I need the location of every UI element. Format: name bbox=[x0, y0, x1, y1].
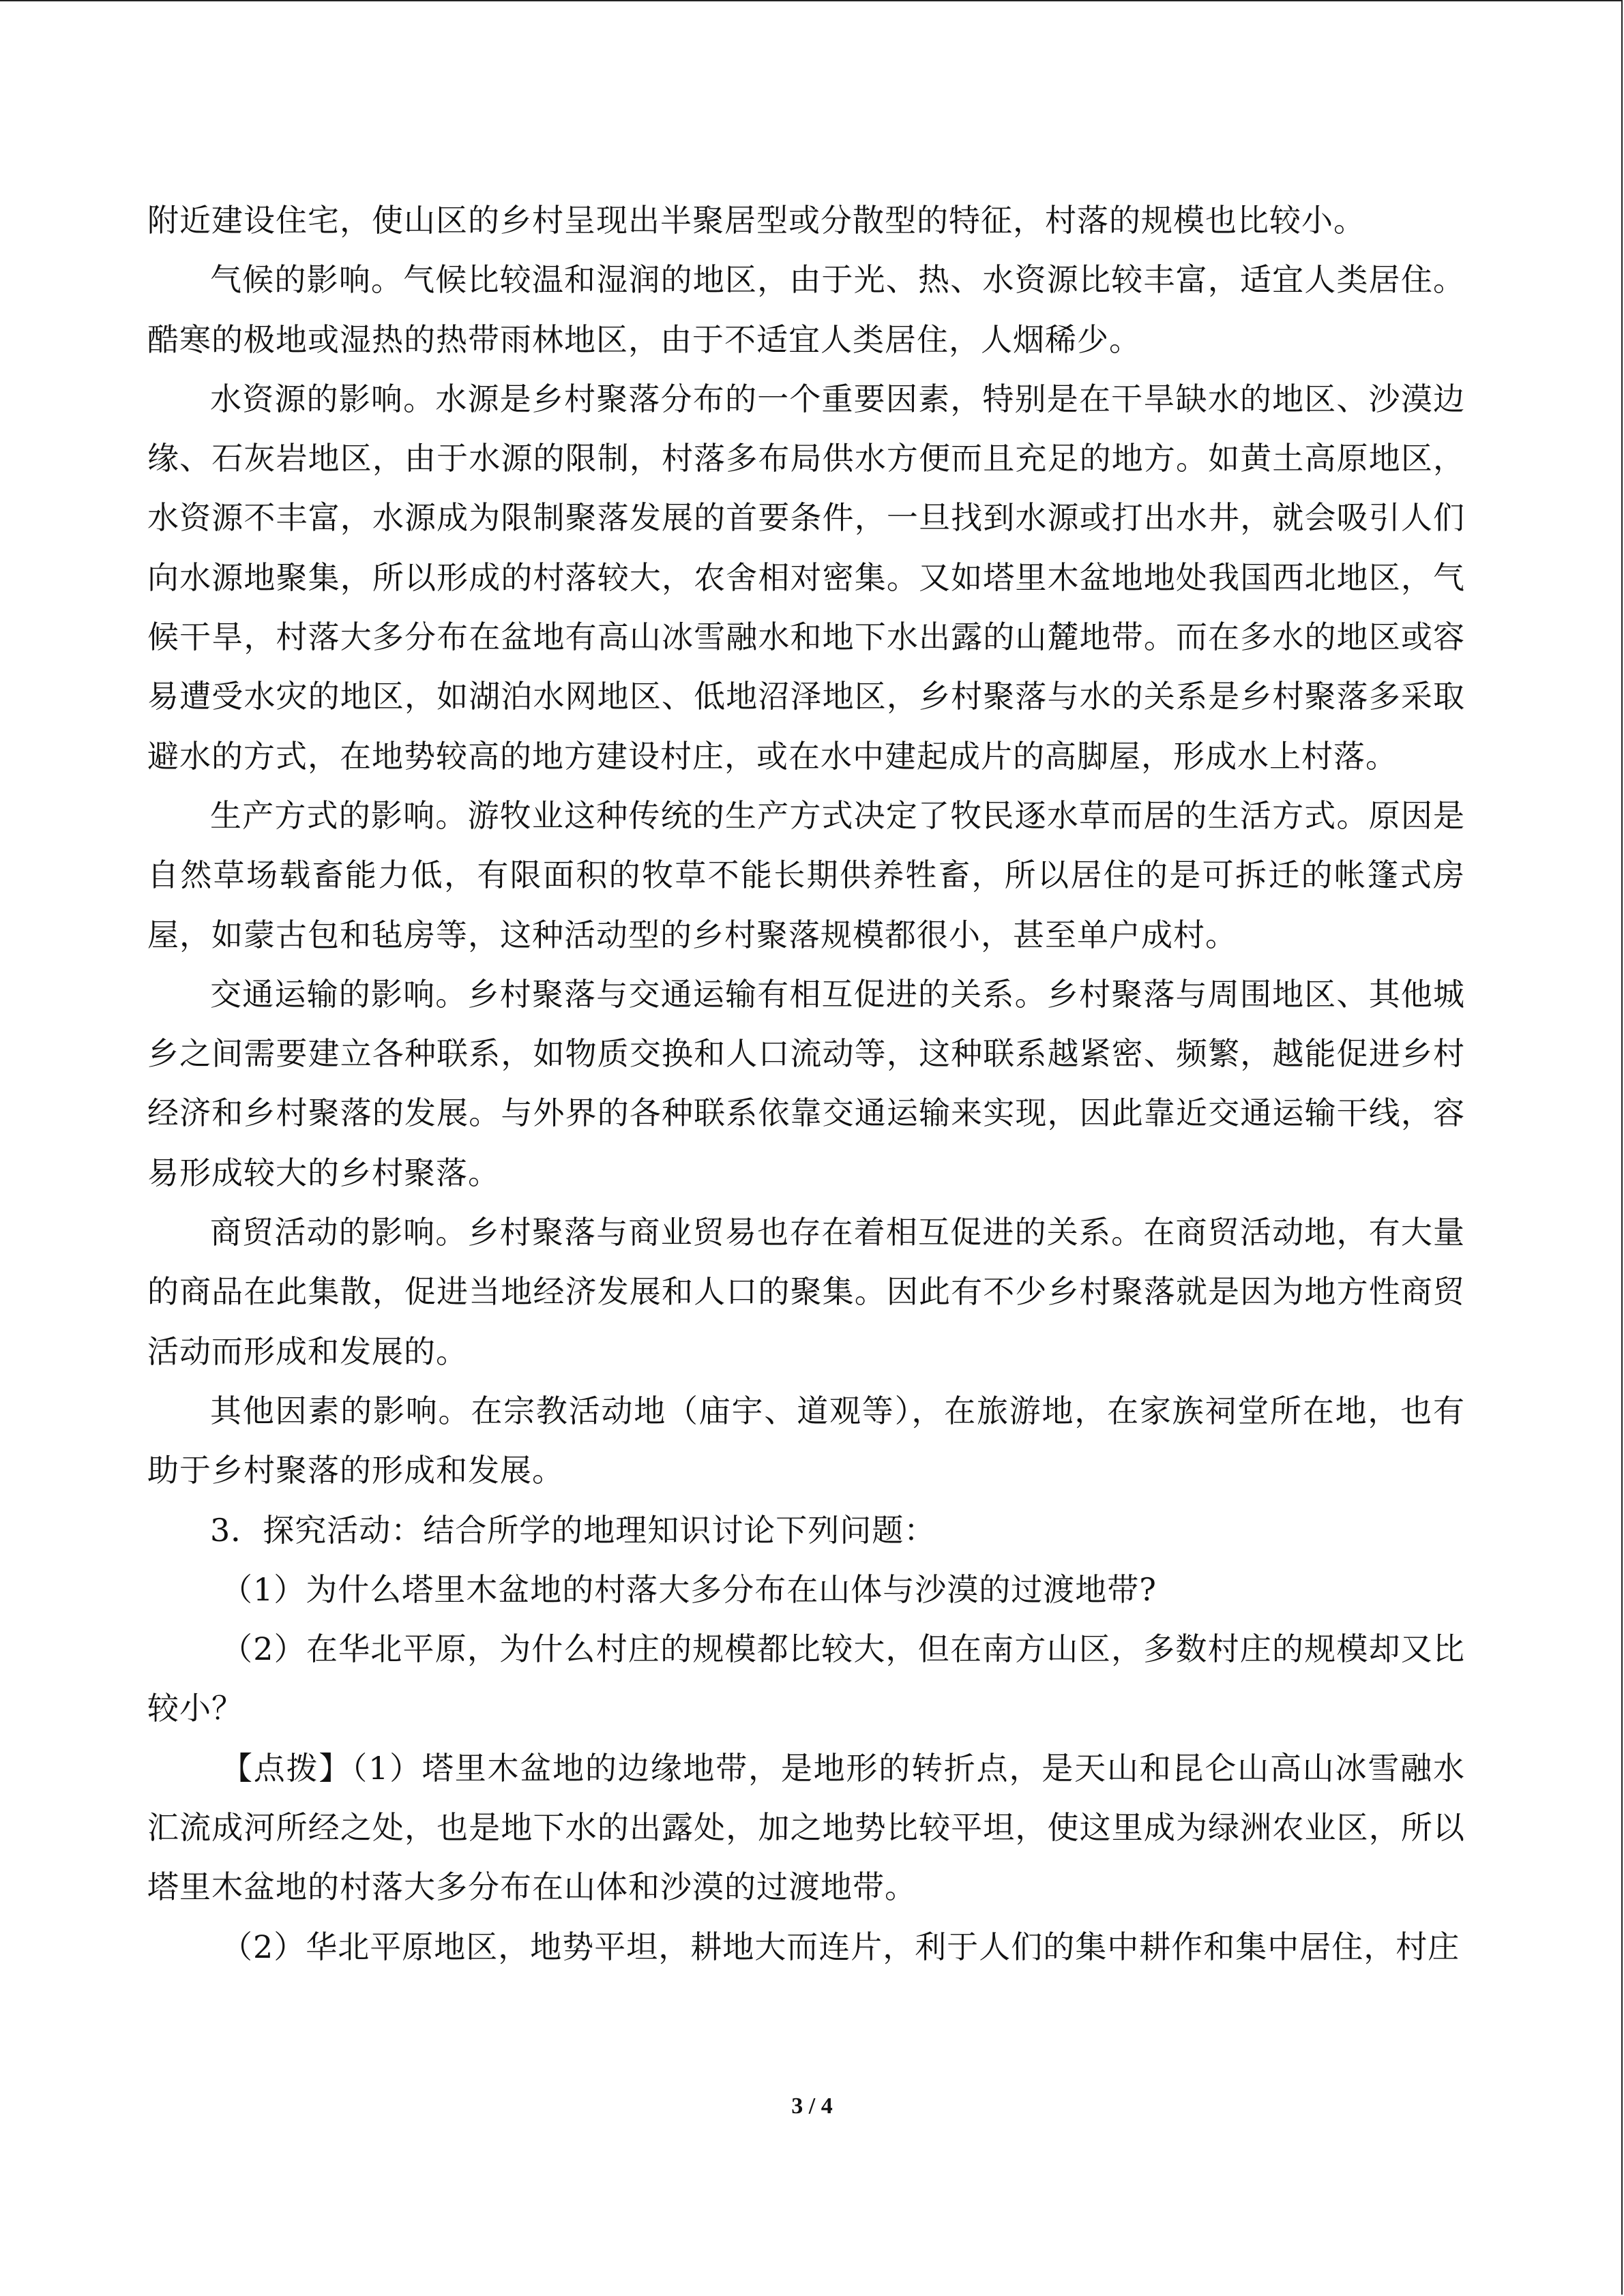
paragraph-commerce: 商贸活动的影响。乡村聚落与商业贸易也存在着相互促进的关系。在商贸活动地，有大量的商品在此集散，促进当地经济发展和人口的聚集。因此有不少乡村聚落就是因为地方性商贸活动而形成和发展的。 bbox=[147, 1214, 1465, 1370]
page-number: 3 / 4 bbox=[791, 2093, 833, 2119]
inquiry-activity-heading: 3．探究活动：结合所学的地理知识讨论下列问题： bbox=[210, 1511, 936, 1549]
hint-answer-1: 【点拨】（1）塔里木盆地的边缘地带，是地形的转折点，是天山和昆仑山高山冰雪融水汇流成河所经之处，也是地下水的出露处，加之地势比较平坦，使这里成为绿洲农业区，所以塔里木盆地的村落大多分布在山体和沙漠的过渡地带。 bbox=[147, 1749, 1465, 1906]
question-1: （1）为什么塔里木盆地的村落大多分布在山体与沙漠的过渡地带? bbox=[221, 1570, 1157, 1608]
paragraph-water-resources: 水资源的影响。水源是乡村聚落分布的一个重要因素，特别是在干旱缺水的地区、沙漠边缘、石灰岩地区，由于水源的限制，村落多布局供水方便而且充足的地方。如黄土高原地区，水资源不丰富，水源成为限制聚落发展的首要条件，一旦找到水源或打出水井，就会吸引人们向水源地聚集，所以形成的村落较大，农舍相对密集。又如塔里木盆地地处我国西北地区，气候干旱，村落大多分布在盆地有高山冰雪融水和地下水出露的山麓地带。而在多水的地区或容易遭受水灾的地区，如湖泊水网地区、低地沼泽地区，乡村聚落与水的关系是乡村聚落多采取避水的方式，在地势较高的地方建设村庄，或在水中建起成片的高脚屋，形成水上村落。 bbox=[147, 380, 1465, 775]
paragraph-climate: 气候的影响。气候比较温和湿润的地区，由于光、热、水资源比较丰富，适宜人类居住。酷寒的极地或湿热的热带雨林地区，由于不适宜人类居住，人烟稀少。 bbox=[147, 261, 1465, 358]
paragraph-settlement-continuation: 附近建设住宅，使山区的乡村呈现出半聚居型或分散型的特征，村落的规模也比较小。 bbox=[147, 202, 1365, 239]
hint-answer-2: （2）华北平原地区，地势平坦，耕地大而连片，利于人们的集中耕作和集中居住，村庄 bbox=[221, 1928, 1460, 1965]
paragraph-production-mode: 生产方式的影响。游牧业这种传统的生产方式决定了牧民逐水草而居的生活方式。原因是自然草场载畜能力低，有限面积的牧草不能长期供养牲畜，所以居住的是可拆迁的帐篷式房屋，如蒙古包和毡房等，这种活动型的乡村聚落规模都很小，甚至单户成村。 bbox=[147, 796, 1465, 953]
question-2: （2）在华北平原，为什么村庄的规模都比较大，但在南方山区，多数村庄的规模却又比较小？ bbox=[147, 1630, 1465, 1727]
paragraph-transportation: 交通运输的影响。乡村聚落与交通运输有相互促进的关系。乡村聚落与周围地区、其他城乡之间需要建立各种联系，如物质交换和人口流动等，这种联系越紧密、频繁，越能促进乡村经济和乡村聚落的发展。与外界的各种联系依靠交通运输来实现，因此靠近交通运输干线，容易形成较大的乡村聚落。 bbox=[147, 975, 1465, 1191]
paragraph-other-factors: 其他因素的影响。在宗教活动地（庙宇、道观等），在旅游地，在家族祠堂所在地，也有助于乡村聚落的形成和发展。 bbox=[147, 1392, 1465, 1489]
document-body bbox=[147, 191, 1465, 1977]
